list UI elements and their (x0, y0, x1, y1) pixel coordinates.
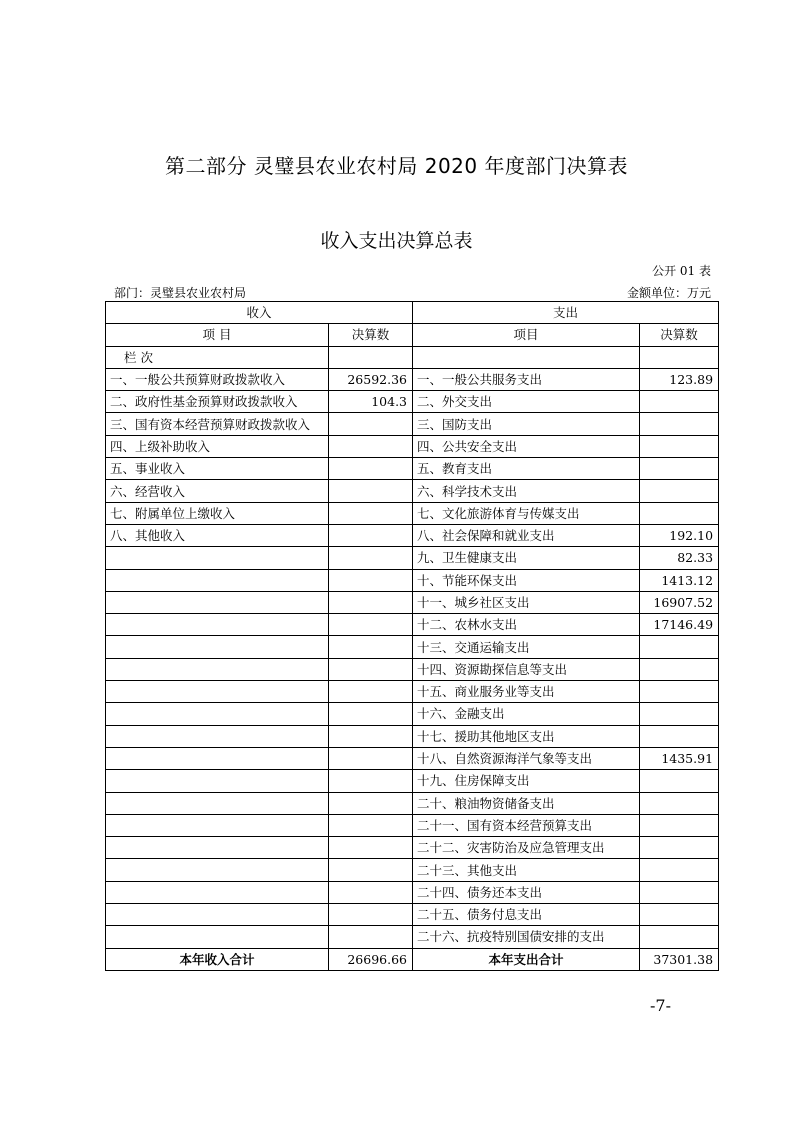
expense-amount-cell (640, 770, 719, 792)
expense-amount-cell (640, 725, 719, 747)
expense-item-cell: 十一、城乡社区支出 (413, 591, 640, 613)
expense-total-label: 本年支出合计 (413, 948, 640, 970)
row-index-label: 栏 次 (106, 346, 329, 368)
expense-amount-cell (640, 904, 719, 926)
amount-unit-label: 金额单位：万元 (626, 286, 711, 300)
income-amount-cell (329, 435, 413, 457)
table-row (106, 547, 719, 569)
expense-item-cell: 六、科学技术支出 (413, 480, 640, 502)
income-item-cell (106, 547, 329, 569)
table-row (106, 681, 719, 703)
income-item-cell (106, 859, 329, 881)
income-item-cell: 八、其他收入 (106, 524, 329, 546)
expense-amount-cell: 1435.91 (640, 747, 719, 769)
expense-item-cell: 十七、援助其他地区支出 (413, 725, 640, 747)
expense-item-cell: 二十二、灾害防治及应急管理支出 (413, 837, 640, 859)
table-row (106, 859, 719, 881)
income-item-cell: 一、一般公共预算财政拨款收入 (106, 368, 329, 390)
income-amount-cell (329, 859, 413, 881)
expense-amount-cell: 192.10 (640, 524, 719, 546)
income-total-value: 26696.66 (329, 948, 413, 970)
expense-item-cell: 十六、金融支出 (413, 703, 640, 725)
income-amount-cell (329, 881, 413, 903)
table-row (106, 703, 719, 725)
expense-item-cell: 十九、住房保障支出 (413, 770, 640, 792)
income-item-cell: 六、经营收入 (106, 480, 329, 502)
table-row (106, 747, 719, 769)
empty-cell (640, 346, 719, 368)
income-amount-cell: 104.3 (329, 391, 413, 413)
table-row (106, 658, 719, 680)
expense-item-header: 项目 (413, 324, 640, 346)
income-item-cell (106, 614, 329, 636)
expense-item-cell: 十二、农林水支出 (413, 614, 640, 636)
income-amount-cell (329, 502, 413, 524)
table-row (106, 524, 719, 546)
income-amount-cell (329, 926, 413, 948)
expense-item-cell: 九、卫生健康支出 (413, 547, 640, 569)
table-row (106, 413, 719, 435)
income-amount-cell (329, 591, 413, 613)
expense-amount-cell (640, 458, 719, 480)
expense-amount-cell (640, 792, 719, 814)
expense-item-cell: 十八、自然资源海洋气象等支出 (413, 747, 640, 769)
table-row (106, 881, 719, 903)
expense-amount-cell (640, 859, 719, 881)
expense-amount-cell: 1413.12 (640, 569, 719, 591)
income-amount-cell (329, 770, 413, 792)
header-row-sections (106, 302, 719, 324)
income-amount-cell (329, 547, 413, 569)
income-amount-cell (329, 524, 413, 546)
table-row (106, 569, 719, 591)
table-row (106, 926, 719, 948)
expense-amount-cell: 82.33 (640, 547, 719, 569)
expense-item-cell: 十、节能环保支出 (413, 569, 640, 591)
totals-row (106, 948, 719, 970)
table-code: 公开 01 表 (652, 264, 711, 278)
expense-item-cell: 十五、商业服务业等支出 (413, 681, 640, 703)
table-row (106, 614, 719, 636)
expense-item-cell: 二十三、其他支出 (413, 859, 640, 881)
income-item-cell (106, 926, 329, 948)
income-item-cell: 七、附属单位上缴收入 (106, 502, 329, 524)
table-row (106, 792, 719, 814)
income-item-cell (106, 881, 329, 903)
expense-item-cell: 七、文化旅游体育与传媒支出 (413, 502, 640, 524)
expense-amount-cell (640, 391, 719, 413)
table-row (106, 435, 719, 457)
income-item-cell: 五、事业收入 (106, 458, 329, 480)
table-row (106, 837, 719, 859)
expense-item-cell: 二、外交支出 (413, 391, 640, 413)
income-item-cell (106, 591, 329, 613)
income-amount-cell (329, 480, 413, 502)
expense-amount-cell (640, 636, 719, 658)
expense-item-cell: 一、一般公共服务支出 (413, 368, 640, 390)
income-item-cell (106, 569, 329, 591)
income-amount-cell (329, 703, 413, 725)
income-item-cell (106, 681, 329, 703)
expense-item-cell: 十四、资源勘探信息等支出 (413, 658, 640, 680)
expense-item-cell: 二十五、债务付息支出 (413, 904, 640, 926)
income-amount-cell (329, 747, 413, 769)
income-amount-header: 决算数 (329, 324, 413, 346)
expense-amount-cell (640, 480, 719, 502)
table-row (106, 502, 719, 524)
income-item-cell (106, 904, 329, 926)
table-row (106, 391, 719, 413)
income-item-cell (106, 770, 329, 792)
expense-amount-cell (640, 837, 719, 859)
table-row (106, 814, 719, 836)
income-total-label: 本年收入合计 (106, 948, 329, 970)
income-amount-cell (329, 792, 413, 814)
income-amount-cell (329, 658, 413, 680)
expense-amount-cell (640, 681, 719, 703)
income-amount-cell (329, 458, 413, 480)
table-row (106, 458, 719, 480)
empty-cell (329, 346, 413, 368)
expense-amount-cell (640, 502, 719, 524)
expense-amount-cell (640, 435, 719, 457)
expense-amount-cell (640, 703, 719, 725)
income-amount-cell (329, 636, 413, 658)
income-amount-cell (329, 681, 413, 703)
expense-item-cell: 二十四、债务还本支出 (413, 881, 640, 903)
table-row (106, 591, 719, 613)
expense-amount-cell: 123.89 (640, 368, 719, 390)
header-row-columns (106, 324, 719, 346)
income-item-cell (106, 636, 329, 658)
income-header: 收入 (106, 302, 413, 324)
expense-total-value: 37301.38 (640, 948, 719, 970)
expense-amount-cell (640, 413, 719, 435)
income-item-cell (106, 703, 329, 725)
part-title: 第二部分 灵璧县农业农村局 2020 年度部门决算表 (165, 154, 628, 178)
expense-item-cell: 二十六、抗疫特别国债安排的支出 (413, 926, 640, 948)
income-item-cell: 二、政府性基金预算财政拨款收入 (106, 391, 329, 413)
income-amount-cell (329, 837, 413, 859)
budget-summary-table (105, 301, 719, 971)
expense-item-cell: 八、社会保障和就业支出 (413, 524, 640, 546)
expense-item-cell: 十三、交通运输支出 (413, 636, 640, 658)
row-index-row (106, 346, 719, 368)
department-label: 部门：灵璧县农业农村局 (114, 286, 247, 300)
table-row (106, 904, 719, 926)
table-row (106, 480, 719, 502)
income-item-cell (106, 658, 329, 680)
income-item-cell: 四、上级补助收入 (106, 435, 329, 457)
expense-amount-cell: 16907.52 (640, 591, 719, 613)
income-item-header: 项 目 (106, 324, 329, 346)
expense-amount-cell (640, 814, 719, 836)
income-amount-cell (329, 725, 413, 747)
income-item-cell (106, 837, 329, 859)
income-item-cell (106, 747, 329, 769)
expense-item-cell: 四、公共安全支出 (413, 435, 640, 457)
income-amount-cell (329, 814, 413, 836)
expense-header: 支出 (413, 302, 719, 324)
income-amount-cell (329, 569, 413, 591)
income-amount-cell: 26592.36 (329, 368, 413, 390)
income-item-cell: 三、国有资本经营预算财政拨款收入 (106, 413, 329, 435)
income-amount-cell (329, 904, 413, 926)
expense-item-cell: 三、国防支出 (413, 413, 640, 435)
income-item-cell (106, 725, 329, 747)
income-item-cell (106, 814, 329, 836)
expense-amount-cell (640, 926, 719, 948)
expense-item-cell: 二十、粮油物资储备支出 (413, 792, 640, 814)
table-row (106, 636, 719, 658)
expense-amount-header: 决算数 (640, 324, 719, 346)
income-item-cell (106, 792, 329, 814)
expense-amount-cell (640, 658, 719, 680)
expense-item-cell: 二十一、国有资本经营预算支出 (413, 814, 640, 836)
expense-amount-cell (640, 881, 719, 903)
table-row (106, 770, 719, 792)
expense-item-cell: 五、教育支出 (413, 458, 640, 480)
income-amount-cell (329, 614, 413, 636)
empty-cell (413, 346, 640, 368)
income-amount-cell (329, 413, 413, 435)
table-row (106, 368, 719, 390)
table-row (106, 725, 719, 747)
table-title: 收入支出决算总表 (320, 230, 473, 252)
page-number: -7- (650, 996, 671, 1015)
expense-amount-cell: 17146.49 (640, 614, 719, 636)
